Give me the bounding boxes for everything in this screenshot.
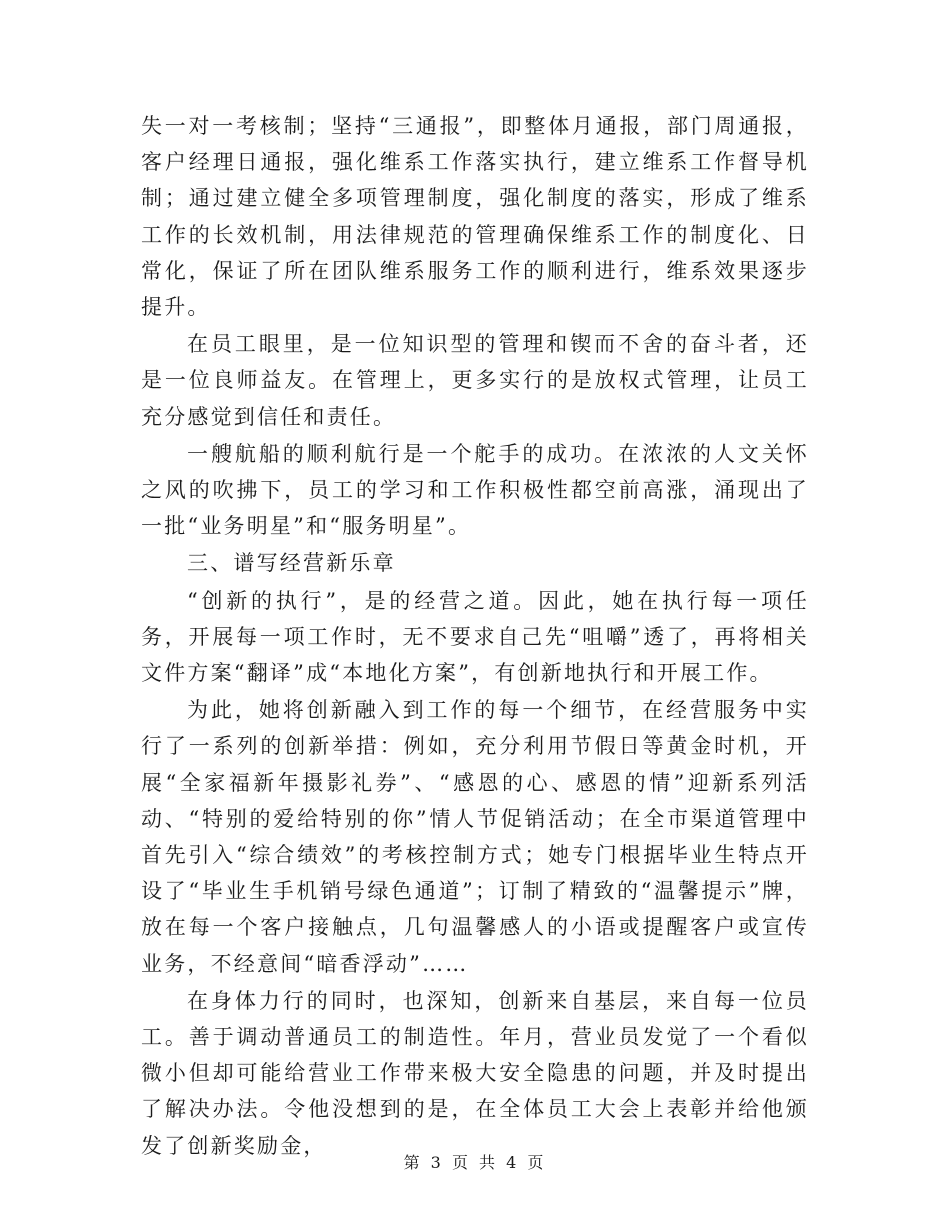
paragraph-innovative-execution: “创新的执行”，是的经营之道。因此，她在执行每一项任务，开展每一项工作时，无不要求自己先“咀嚼”透了，再将相关文件方案“翻译”成“本地化方案”，有创新地执行和开展工作。 xyxy=(141,588,809,686)
section-heading: 三、谱写经营新乐章 xyxy=(187,551,396,576)
paragraph-grassroots-innovation: 在身体力行的同时，也深知，创新来自基层，来自每一位员工。善于调动普通员工的制造性。年月，营业员发觉了一个看似微小但却可能给营业工作带来极大安全隐患的问题，并及时提出了解决办法。令他没想到的是，在全体员工大会上表彰并给他颁发了创新奖励金， xyxy=(141,988,809,1158)
page-number-label: 第 3 页 共 4 页 xyxy=(403,1153,547,1172)
paragraph-ship-metaphor: 一艘航船的顺利航行是一个舵手的成功。在浓浓的人文关怀之风的吹拂下，员工的学习和工作积极性都空前高涨，涌现出了一批“业务明星”和“服务明星”。 xyxy=(141,441,809,539)
document-body xyxy=(141,108,809,1165)
paragraph-innovation-measures: 为此，她将创新融入到工作的每一个细节，在经营服务中实行了一系列的创新举措：例如，充分利用节假日等黄金时机，开展“全家福新年摄影礼券”、“感恩的心、感恩的情”迎新系列活动、“特别的爱给特别的你”情人节促销活动；在全市渠道管理中首先引入“综合绩效”的考核控制方式；她专门根据毕业生特点开设了“毕业生手机销号绿色通道”；订制了精致的“温馨提示”牌，放在每一个客户接触点，几句温馨感人的小语或提醒客户或宣传业务，不经意间“暗香浮动”…… xyxy=(141,698,809,976)
paragraph-continuation: 失一对一考核制；坚持“三通报”，即整体月通报，部门周通报，客户经理日通报，强化维系工作落实执行，建立维系工作督导机制；通过建立健全多项管理制度，强化制度的落实，形成了维系工作的长效机制，用法律规范的管理确保维系工作的制度化、日常化，保证了所在团队维系服务工作的顺利进行，维系效果逐步提升。 xyxy=(141,114,809,320)
paragraph-employee-view: 在员工眼里，是一位知识型的管理和锲而不舍的奋斗者，还是一位良师益友。在管理上，更多实行的是放权式管理，让员工充分感觉到信任和责任。 xyxy=(141,332,809,429)
page-footer xyxy=(0,1150,950,1173)
